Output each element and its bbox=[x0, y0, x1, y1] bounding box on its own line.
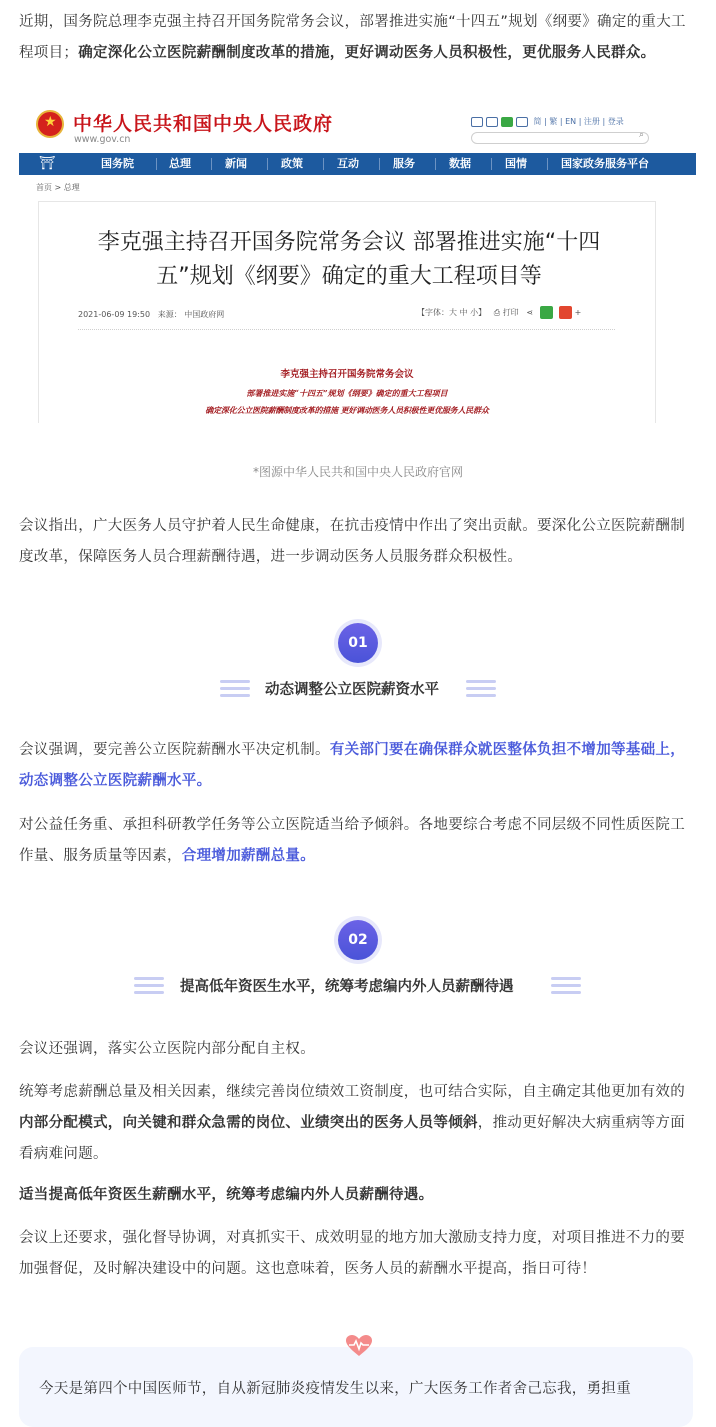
nav-item-zongli: 总理 bbox=[169, 157, 191, 170]
nav-item-zhengce: 政策 bbox=[281, 157, 303, 170]
nav-item-pingtai: 国家政务服务平台 bbox=[561, 157, 649, 170]
red-headline-3: 确定深化公立医院薪酬制度改革的措施 更好调动医务人员积极性更优服务人民群众 bbox=[205, 405, 489, 415]
wechat-share-icon bbox=[540, 306, 553, 319]
top-links-text: 简 | 繁 | EN | 注册 | 登录 bbox=[533, 117, 624, 126]
weibo-icon bbox=[516, 117, 528, 127]
section-1-badge: 01 bbox=[338, 623, 378, 663]
nav-item-guoqing: 国情 bbox=[505, 157, 527, 170]
section-2-p2-bold: 内部分配模式，向关键和群众急需的岗位、业绩突出的医务人员等倾斜 bbox=[19, 1115, 478, 1131]
font-size-control: 【字体：大 中 小】 bbox=[417, 308, 487, 317]
article-panel bbox=[38, 201, 656, 423]
section-2-left-lines-icon bbox=[134, 977, 164, 994]
section-2-paragraph-4: 会议上还要求，强化督导协调，对真抓实干、成效明显的地方加大激励支持力度，对项目推进不力的要加强督促，及时解决建设中的问题。这也意味着，医务人员的薪酬水平提高，指日可待！ bbox=[19, 1230, 685, 1277]
section-1-title: 动态调整公立医院薪资水平 bbox=[265, 682, 439, 698]
section-1-left-lines-icon bbox=[220, 680, 250, 697]
nav-item-hudong: 互动 bbox=[337, 157, 359, 170]
divider bbox=[78, 329, 615, 330]
article-screenshot-image bbox=[19, 104, 696, 423]
section-2-p2-text-a: 统筹考虑薪酬总量及相关因素，继续完善岗位绩效工资制度，也可结合实际，自主确定其他更加有效的 bbox=[19, 1084, 685, 1100]
print-label: 打印 bbox=[502, 308, 519, 317]
article-date: 2021-06-09 19:50 bbox=[78, 310, 151, 319]
section-1-p2-highlight: 合理增加薪酬总量。 bbox=[181, 848, 316, 864]
article-source: 来源： 中国政府网 bbox=[157, 310, 225, 319]
section-1-right-lines-icon bbox=[466, 680, 496, 697]
mail-icon bbox=[471, 117, 483, 127]
intro-bold-text: 确定深化公立医院薪酬制度改革的措施，更好调动医务人员积极性，更优服务人民群众。 bbox=[78, 45, 656, 61]
national-emblem-icon bbox=[36, 110, 64, 138]
section-2-badge: 02 bbox=[338, 920, 378, 960]
section-2-title: 提高低年资医生水平，统筹考虑编内外人员薪酬待遇 bbox=[180, 979, 514, 995]
phone-icon bbox=[486, 117, 498, 127]
closing-card bbox=[19, 1347, 693, 1427]
top-links bbox=[471, 116, 624, 127]
site-url: www.gov.cn bbox=[74, 134, 131, 145]
wechat-icon bbox=[501, 117, 513, 127]
article-meta bbox=[78, 309, 224, 320]
heart-pulse-icon bbox=[345, 1334, 373, 1358]
section-2-paragraph-2 bbox=[19, 1077, 697, 1170]
section-2-paragraph-1: 会议还强调，落实公立医院内部分配自主权。 bbox=[19, 1041, 315, 1057]
nav-item-fuwu: 服务 bbox=[393, 157, 415, 170]
section-2-paragraph-3: 适当提高低年资医生薪酬水平，统筹考虑编内外人员薪酬待遇。 bbox=[19, 1187, 434, 1203]
closing-card-text: 今天是第四个中国医师节，自从新冠肺炎疫情发生以来，广大医务工作者舍己忘我，勇担重 bbox=[39, 1381, 631, 1397]
more-icon: + bbox=[574, 308, 582, 317]
printer-icon: ⎙ bbox=[493, 308, 501, 317]
share-icon: ⋖ bbox=[526, 308, 534, 317]
section-1-p1-highlight: 有关部门要在确保群众就医整体负担不增加等基础上，动态调整公立医院薪酬水平。 bbox=[19, 742, 686, 789]
weibo-share-icon bbox=[559, 306, 572, 319]
section-1-p2-text: 对公益任务重、承担科研教学任务等公立医院适当给予倾斜。各地要综合考虑不同层级不同性质医院工作量、服务质量等因素， bbox=[19, 817, 685, 864]
site-title: 中华人民共和国中央人民政府 bbox=[73, 113, 334, 135]
site-search-box bbox=[471, 132, 649, 144]
section-1-p1-text: 会议强调，要完善公立医院薪酬水平决定机制。 bbox=[19, 742, 330, 758]
tiananmen-icon: ⛩ bbox=[38, 156, 56, 171]
section-1-paragraph-1 bbox=[19, 735, 697, 797]
intro-text: 近期，国务院总理李克强主持召开国务院常务会议，部署推进实施“十四五”规划《纲要》确定的重大工程项目； bbox=[19, 14, 686, 61]
section-2-right-lines-icon bbox=[551, 977, 581, 994]
section-1-paragraph-2 bbox=[19, 810, 697, 872]
article-title: 李克强主持召开国务院常务会议 部署推进实施“十四五”规划《纲要》确定的重大工程项目等 bbox=[97, 230, 601, 289]
nav-item-xinwen: 新闻 bbox=[225, 157, 247, 170]
article-tools bbox=[417, 306, 581, 319]
red-headline-1: 李克强主持召开国务院常务会议 bbox=[280, 369, 414, 380]
site-navbar bbox=[19, 153, 696, 175]
image-caption: *图源中华人民共和国中央人民政府官网 bbox=[252, 465, 463, 479]
section-2-p2-text-c: ，推动更好解决大病重病等方面看病难问题。 bbox=[19, 1115, 685, 1162]
paragraph-1: 会议指出，广大医务人员守护着人民生命健康，在抗击疫情中作出了突出贡献。要深化公立医院薪酬制度改革，保障医务人员合理薪酬待遇，进一步调动医务人员服务群众积极性。 bbox=[19, 518, 685, 565]
red-headline-2: 部署推进实施“十四五”规划《纲要》确定的重大工程项目 bbox=[246, 388, 448, 398]
nav-item-shuju: 数据 bbox=[449, 157, 471, 170]
breadcrumb: 首页 > 总理 bbox=[36, 183, 80, 192]
intro-paragraph bbox=[19, 7, 697, 69]
nav-item-guowuyuan: 国务院 bbox=[101, 157, 134, 170]
